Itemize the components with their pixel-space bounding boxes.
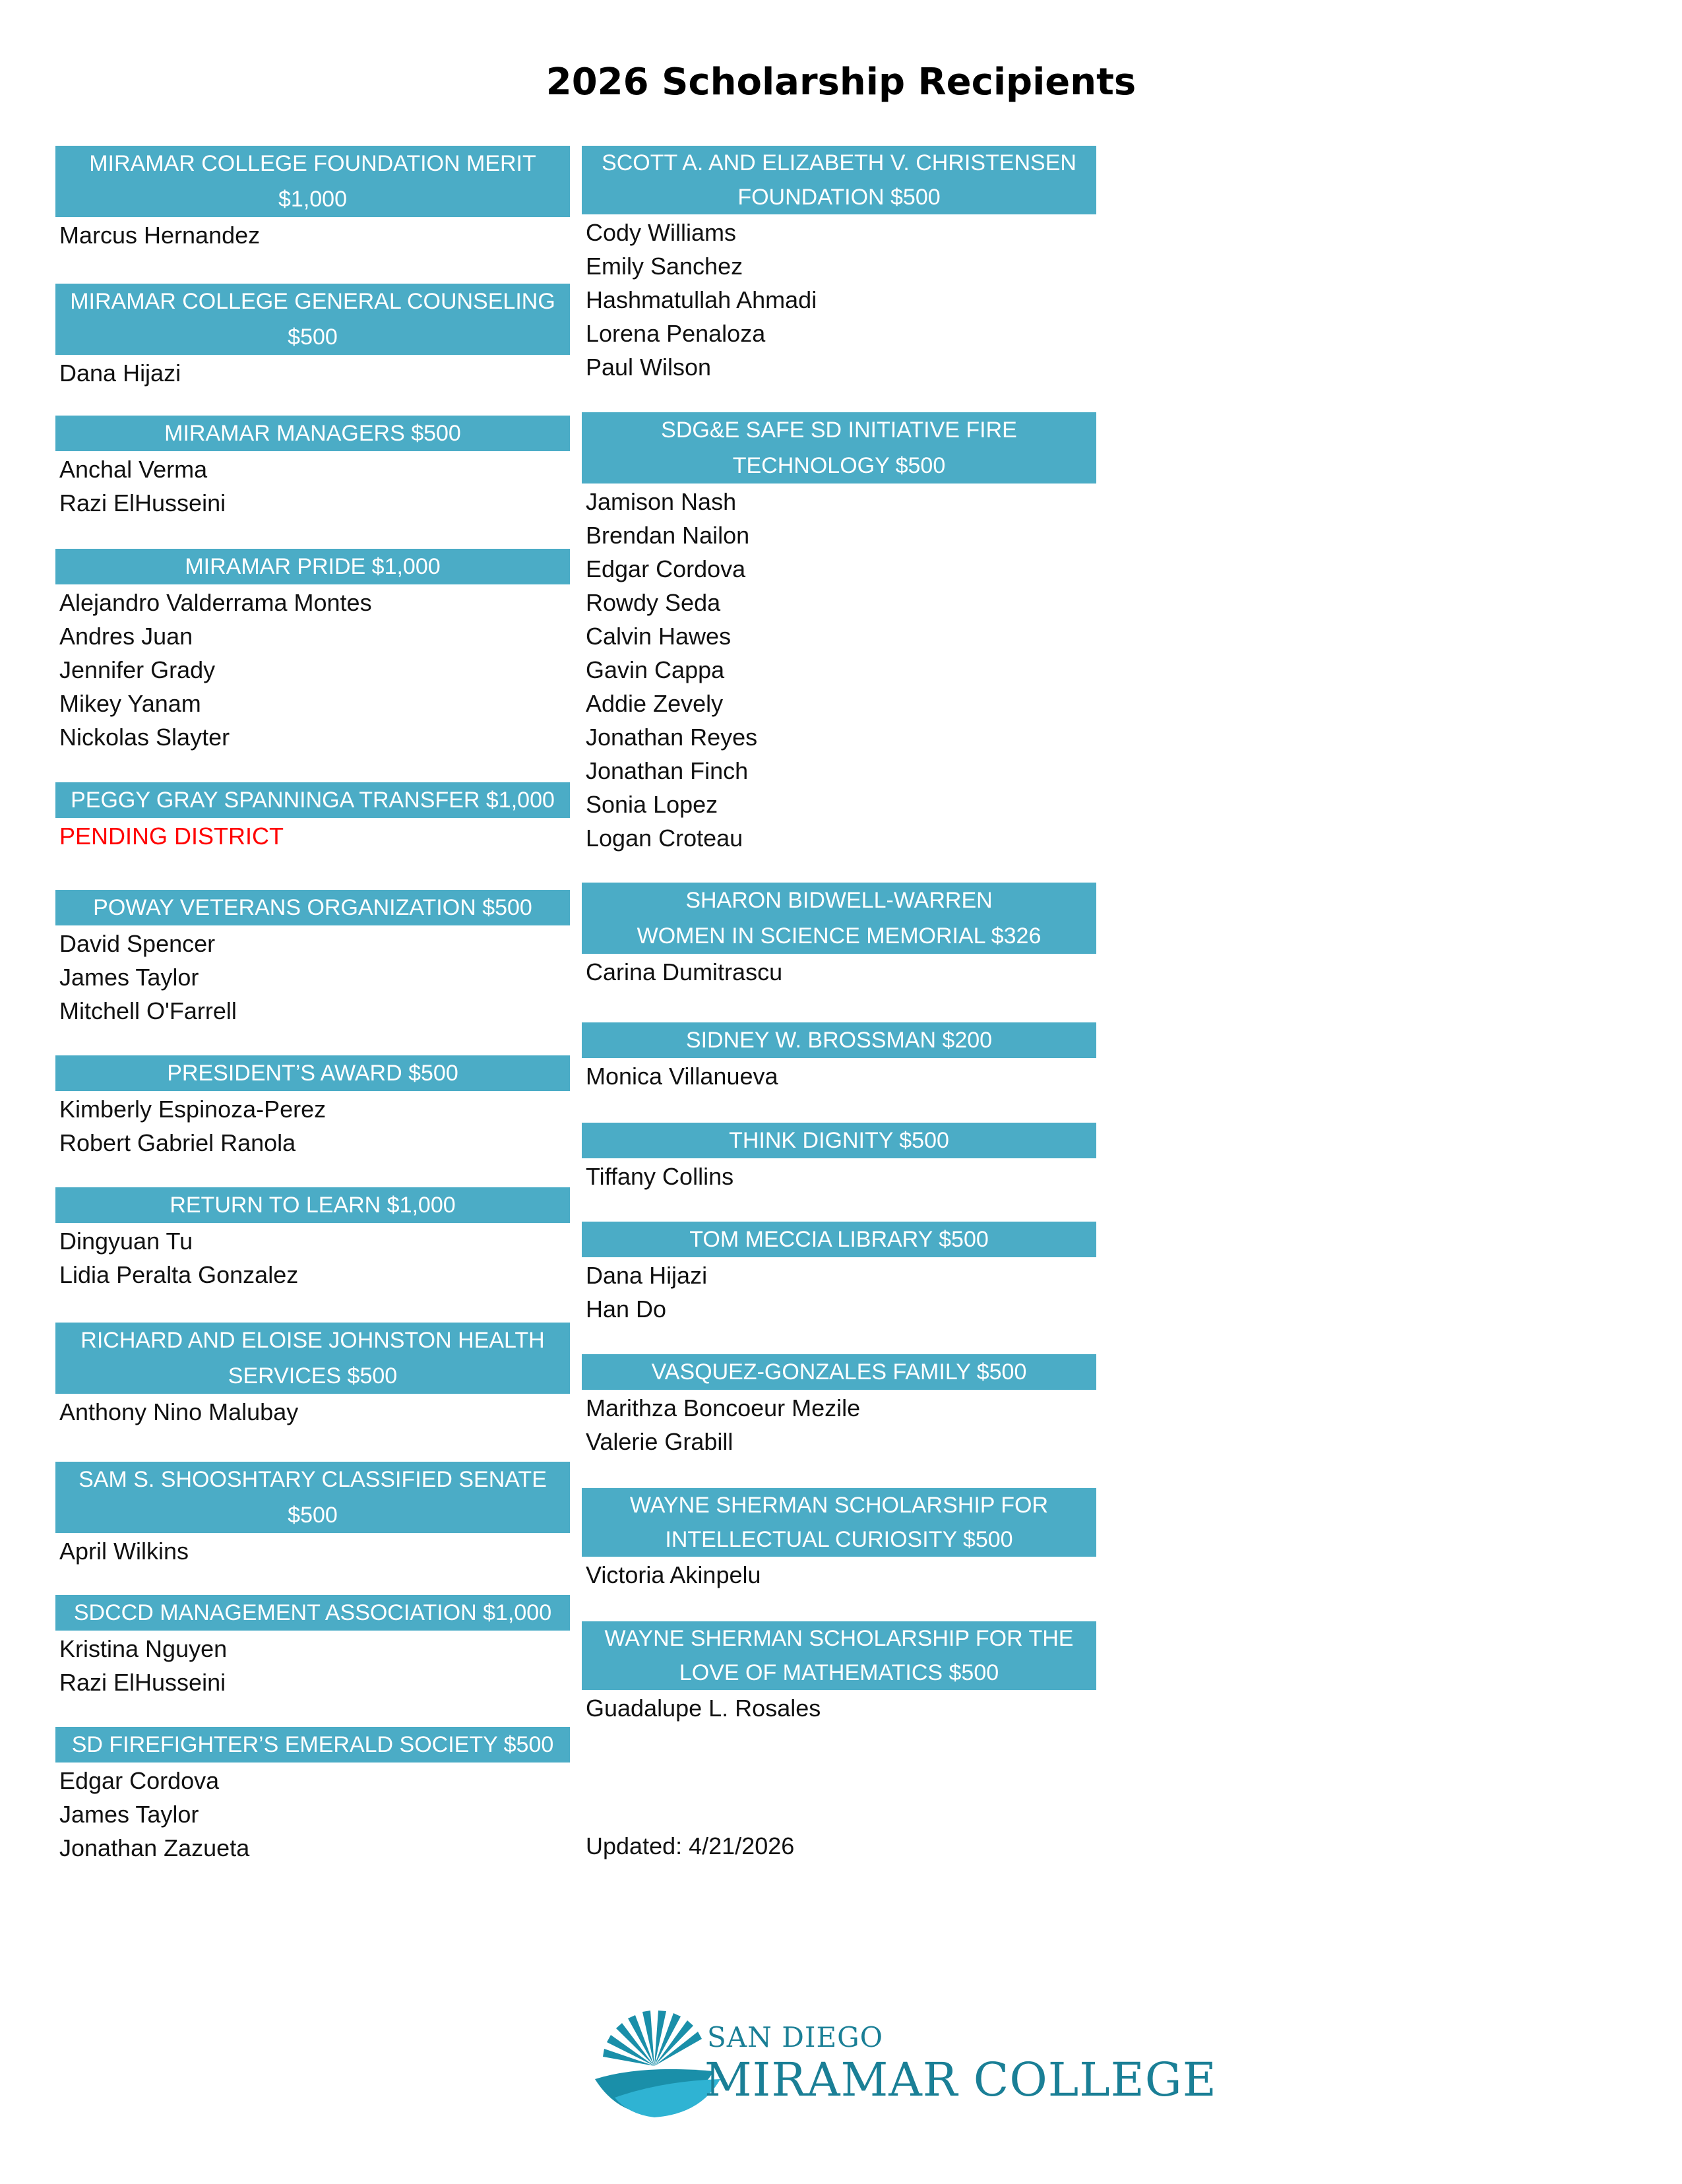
recipient-name: Dana Hijazi [59,359,181,387]
scholarship-header [55,1323,570,1394]
recipient-name: Lidia Peralta Gonzalez [59,1261,299,1288]
recipient-name: Nickolas Slayter [59,724,230,751]
recipient-name: Jennifer Grady [59,656,216,683]
scholarship-header [582,1022,1096,1058]
scholarship-header-line: MIRAMAR PRIDE $1,000 [185,554,441,579]
recipient-name: Sonia Lopez [586,791,718,818]
recipient-name: Anthony Nino Malubay [59,1398,299,1425]
recipient-name: Dingyuan Tu [59,1228,193,1255]
scholarship-header-line: INTELLECTUAL CURIOSITY $500 [665,1527,1013,1552]
recipient-name: Logan Croteau [586,825,743,852]
scholarship-header-line: MIRAMAR COLLEGE FOUNDATION MERIT [89,151,536,176]
scholarship-header-line: SDCCD MANAGEMENT ASSOCIATION $1,000 [73,1600,552,1625]
scholarship-header-line: MIRAMAR MANAGERS $500 [164,421,461,446]
scholarship-header-line: PEGGY GRAY SPANNINGA TRANSFER $1,000 [71,788,555,813]
recipient-list [55,451,570,520]
scholarship-header-line: WAYNE SHERMAN SCHOLARSHIP FOR [629,1493,1049,1518]
scholarship-header [55,1462,570,1533]
scholarship-block [582,412,1096,855]
recipient-name: Rowdy Seda [586,589,721,616]
scholarship-header-line: SIDNEY W. BROSSMAN $200 [685,1028,993,1053]
scholarship-header [582,1621,1096,1690]
scholarship-header-line: SD FIREFIGHTER’S EMERALD SOCIETY $500 [71,1732,554,1757]
recipient-name: Tiffany Collins [586,1163,734,1190]
scholarship-header [582,412,1096,484]
recipient-list [55,1394,570,1429]
recipient-name: Gavin Cappa [586,656,725,683]
recipient-name: David Spencer [59,930,216,957]
recipient-list [55,1533,570,1568]
recipient-name: Valerie Grabill [586,1428,733,1455]
recipient-list [582,954,1096,989]
recipient-name: Victoria Akinpelu [586,1561,761,1588]
recipient-name: Marcus Hernandez [59,222,261,249]
scholarship-block [582,1354,1096,1458]
recipient-name: Jamison Nash [586,488,737,515]
scholarship-block [582,1621,1096,1725]
scholarship-header-line: LOVE OF MATHEMATICS $500 [679,1660,999,1685]
scholarship-block [55,1055,570,1160]
scholarship-header [582,1123,1096,1158]
recipient-list [55,217,570,252]
scholarship-header-line: $500 [288,325,338,350]
recipient-list [55,925,570,1028]
scholarship-header-line: TOM MECCIA LIBRARY $500 [689,1227,989,1252]
recipient-name: Jonathan Reyes [586,724,758,751]
recipient-list [582,1557,1096,1592]
scholarship-block [582,1123,1096,1193]
scholarship-block [55,1462,570,1568]
recipient-name: Anchal Verma [59,456,208,483]
scholarship-header [55,1055,570,1091]
recipient-name: Robert Gabriel Ranola [59,1129,296,1156]
recipient-name: Cody Williams [586,219,737,246]
recipient-list [55,1763,570,1865]
recipient-name: Monica Villanueva [586,1063,778,1090]
recipient-name: Kimberly Espinoza-Perez [59,1096,327,1123]
scholarship-header-line: WAYNE SHERMAN SCHOLARSHIP FOR THE [604,1626,1074,1651]
recipient-list [582,214,1096,384]
recipient-name: Kristina Nguyen [59,1635,228,1662]
scholarship-block [55,782,570,853]
recipient-name: Paul Wilson [586,354,712,381]
recipient-name: Marithza Boncoeur Mezile [586,1394,861,1421]
scholarship-header-line: SERVICES $500 [228,1363,398,1388]
scholarship-block [582,1222,1096,1326]
scholarship-block [582,146,1096,384]
scholarship-header [582,883,1096,954]
scholarship-block [582,1488,1096,1592]
scholarship-header-line: $1,000 [278,187,347,212]
recipient-name: Andres Juan [59,623,193,650]
scholarship-header-line: THINK DIGNITY $500 [729,1128,949,1153]
page-title: 2026 Scholarship Recipients [545,61,1137,104]
scholarship-header-line: VASQUEZ-GONZALES FAMILY $500 [651,1359,1027,1385]
recipient-name: Hashmatullah Ahmadi [586,286,817,313]
scholarship-header-line: WOMEN IN SCIENCE MEMORIAL $326 [637,923,1042,949]
recipient-list [582,1257,1096,1326]
recipient-name: Razi ElHusseini [59,1669,226,1696]
scholarship-header [55,1187,570,1223]
scholarship-header-line: RICHARD AND ELOISE JOHNSTON HEALTH [80,1328,545,1353]
scholarship-header [55,1595,570,1631]
recipient-name: Han Do [586,1295,667,1323]
recipient-list [582,1690,1096,1725]
recipient-list [55,1091,570,1160]
scholarship-block [55,890,570,1028]
scholarship-block [55,284,570,390]
recipient-list [582,484,1096,855]
scholarship-header-line: SHARON BIDWELL-WARREN [685,888,993,913]
recipient-list [582,1158,1096,1193]
scholarship-block [582,1022,1096,1093]
scholarship-header-line: PRESIDENT’S AWARD $500 [167,1061,458,1086]
recipient-name: Emily Sanchez [586,253,743,280]
scholarship-block [582,883,1096,989]
scholarship-block [55,1187,570,1292]
scholarship-block [55,1595,570,1699]
pending-status: PENDING DISTRICT [59,823,284,850]
scholarship-block [55,1323,570,1429]
sunburst-icon [595,2011,720,2117]
recipient-name: Mitchell O'Farrell [59,997,237,1024]
updated-date: Updated: 4/21/2026 [586,1832,795,1859]
scholarship-header-line: SAM S. SHOOSHTARY CLASSIFIED SENATE [78,1467,547,1492]
recipient-list [55,1223,570,1292]
scholarship-header-line: TECHNOLOGY $500 [732,453,946,478]
scholarship-block [55,146,570,252]
recipient-name: James Taylor [59,964,199,991]
scholarship-header [582,1222,1096,1257]
scholarship-header-line: FOUNDATION $500 [737,185,941,210]
recipient-name: Dana Hijazi [586,1262,708,1289]
scholarship-header-line: $500 [288,1503,338,1528]
recipient-list [55,1631,570,1699]
logo-text-miramar-college: MIRAMAR COLLEGE [704,2053,1217,2107]
scholarship-block [55,1727,570,1865]
scholarship-header [55,549,570,584]
scholarship-block [55,416,570,520]
scholarship-header [55,1727,570,1763]
recipient-name: Jonathan Finch [586,757,749,784]
logo-text-san-diego: SAN DIEGO [707,2021,884,2053]
scholarship-header [582,146,1096,214]
recipient-list [55,584,570,754]
recipient-name: April Wilkins [59,1538,189,1565]
recipient-name: Jonathan Zazueta [59,1834,250,1861]
scholarship-header [55,416,570,451]
recipient-name: Lorena Penaloza [586,320,766,347]
recipient-name: Guadalupe L. Rosales [586,1695,821,1722]
recipient-name: James Taylor [59,1801,199,1828]
scholarship-header [55,146,570,217]
scholarship-header-line: POWAY VETERANS ORGANIZATION $500 [93,895,532,920]
recipient-list [582,1058,1096,1093]
scholarship-header-line: RETURN TO LEARN $1,000 [170,1193,456,1218]
scholarship-block [55,549,570,754]
recipient-name: Razi ElHusseini [59,489,226,516]
scholarship-header-line: SCOTT A. AND ELIZABETH V. CHRISTENSEN [602,150,1076,175]
recipient-list [582,1390,1096,1458]
recipient-name: Addie Zevely [586,690,724,717]
recipient-name: Alejandro Valderrama Montes [59,589,372,616]
scholarship-header [582,1354,1096,1390]
scholarship-header [582,1488,1096,1557]
scholarship-header [55,284,570,355]
recipient-name: Calvin Hawes [586,623,732,650]
recipient-list [55,355,570,390]
scholarship-header [55,782,570,818]
scholarship-header-line: SDG&E SAFE SD INITIATIVE FIRE [661,418,1017,443]
recipient-name: Edgar Cordova [59,1767,220,1794]
scholarship-header [55,890,570,925]
recipient-name: Mikey Yanam [59,690,201,717]
scholarship-header-line: MIRAMAR COLLEGE GENERAL COUNSELING [70,289,555,314]
recipient-name: Edgar Cordova [586,555,746,582]
recipient-name: Carina Dumitrascu [586,958,783,985]
recipient-name: Brendan Nailon [586,522,750,549]
